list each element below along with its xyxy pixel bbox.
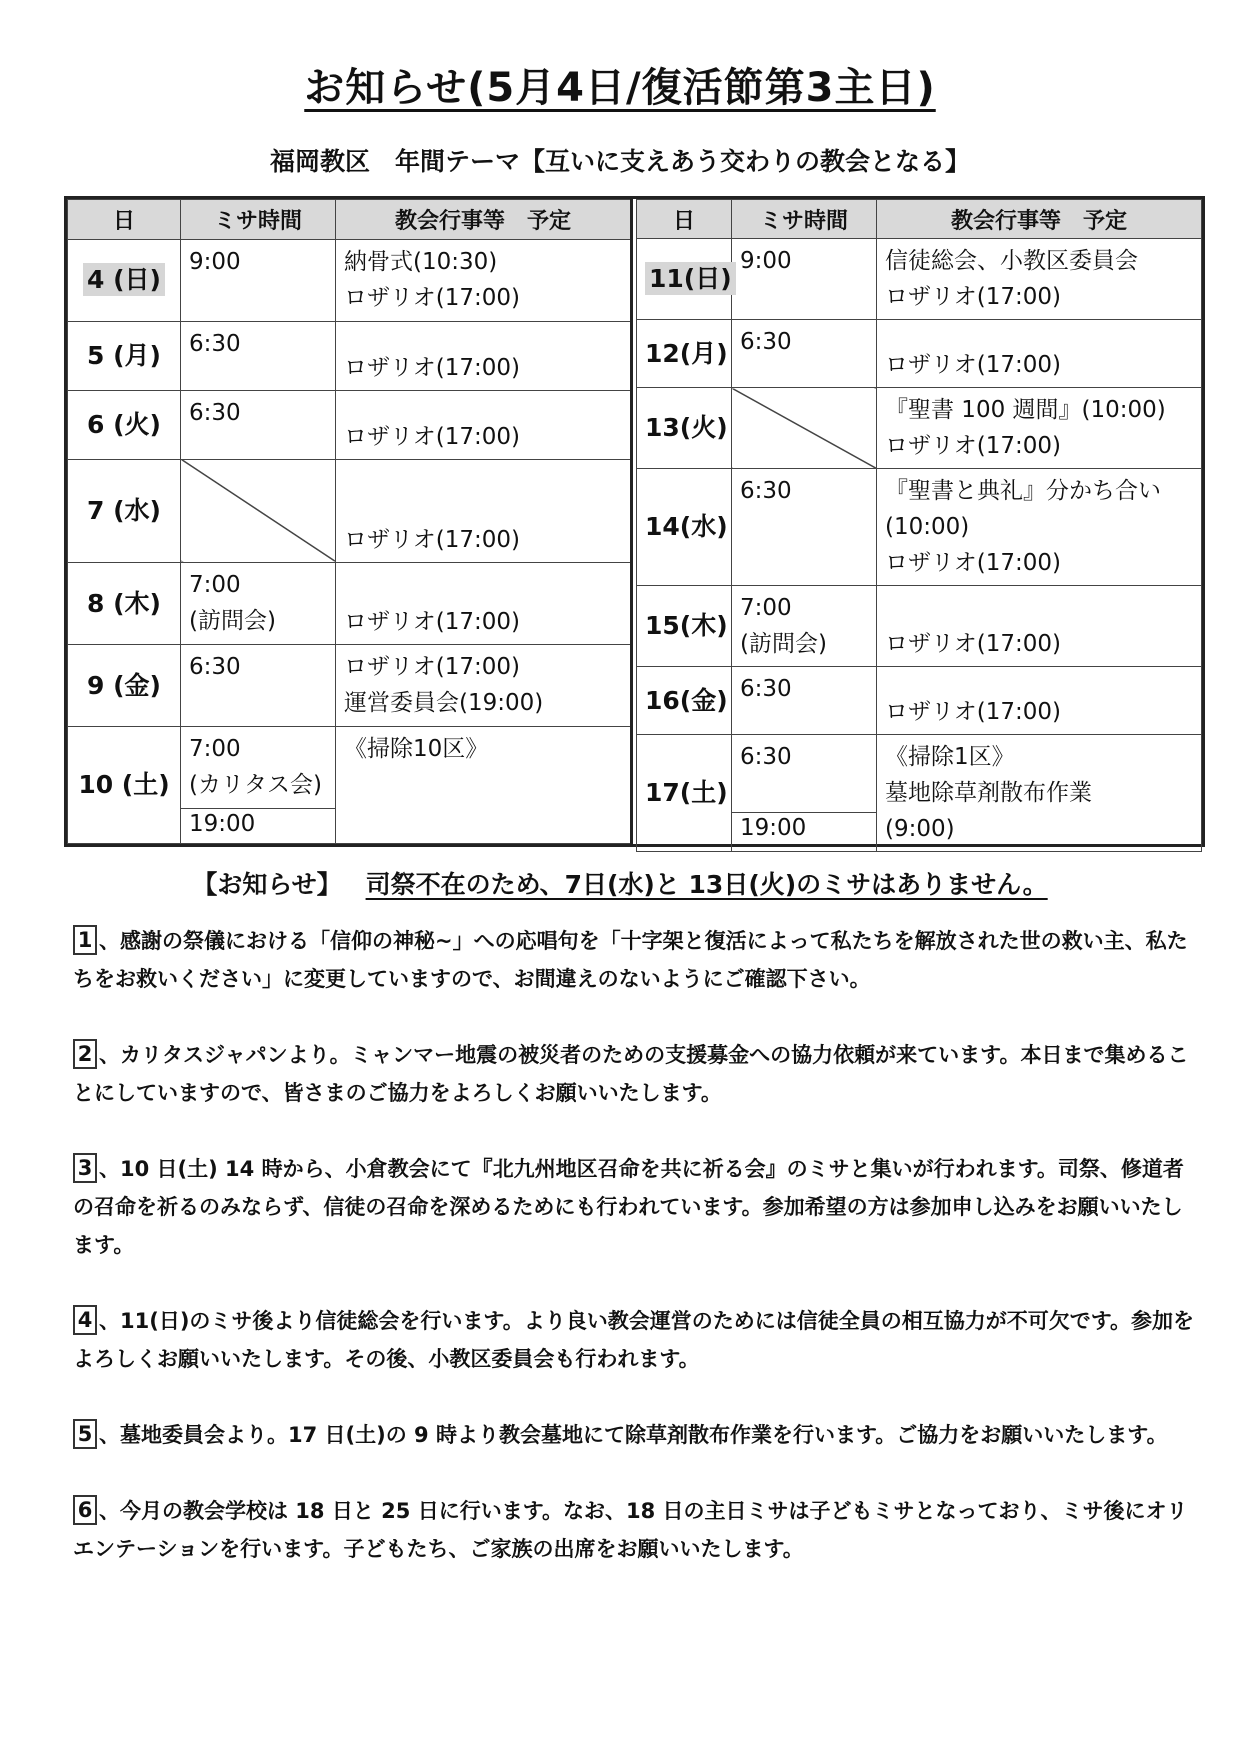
table-row — [637, 586, 1202, 667]
event-line: 《掃除1区》 — [885, 744, 1015, 770]
event-line: (10:00) — [885, 514, 970, 540]
list-item — [73, 1150, 1198, 1264]
event-line: (9:00) — [885, 816, 955, 842]
item-number: 6 — [73, 1495, 97, 1525]
day-cell: 9 (金) — [68, 645, 181, 727]
table-row — [68, 727, 632, 809]
event-line: 運営委員会(19:00) — [344, 690, 544, 717]
item-text: 、今月の教会学校は 18 日と 25 日に行います。なお、18 日の主日ミサは子どもミサとなっており、ミサ後にオリエンテーションを行います。子どもたち、ご家族の出席をお願いいたします。 — [73, 1499, 1188, 1561]
event-line: ロザリオ(17:00) — [885, 284, 1061, 310]
mass-cell — [732, 320, 877, 388]
event-line: 墓地除草剤散布作業 — [885, 780, 1092, 806]
page-title — [0, 56, 1240, 113]
table-row — [68, 321, 632, 390]
day-cell: 5 (月) — [68, 321, 181, 390]
mass-time: 19:00 — [740, 815, 807, 841]
table-row — [637, 239, 1202, 320]
day-cell: 13(火) — [637, 388, 732, 469]
table-row — [68, 390, 632, 459]
event-line: ロザリオ(17:00) — [344, 354, 520, 381]
day-cell — [68, 239, 181, 321]
mass-time: 6:30 — [740, 744, 792, 770]
mass-cell — [732, 735, 877, 813]
mass-cell — [732, 813, 877, 852]
mass-cell — [181, 727, 336, 809]
table-row — [637, 388, 1202, 469]
day-label: 11(日) — [645, 262, 736, 295]
item-text: 、カリタスジャパンより。ミャンマー地震の被災者のための支援募金への協力依頼が来ています。本日まで集めることにしていますので、皆さまのご協力をよろしくお願いいたします。 — [73, 1043, 1189, 1105]
item-text: 、11(日)のミサ後より信徒総会を行います。より良い教会運営のためには信徒全員の相互協力が不可欠です。参加をよろしくお願いいたします。その後、小教区委員会も行われます。 — [73, 1309, 1195, 1371]
mass-cell — [732, 469, 877, 586]
mass-cell — [732, 586, 877, 667]
events-cell — [336, 563, 632, 645]
day-cell — [637, 239, 732, 320]
no-mass-cell — [181, 459, 336, 562]
event-line: ロザリオ(17:00) — [885, 550, 1061, 576]
day-label: 4 (日) — [83, 263, 165, 296]
mass-time: 7:00 — [189, 736, 241, 763]
mass-time: 6:30 — [740, 478, 792, 504]
list-item — [73, 1302, 1198, 1378]
day-cell: 12(月) — [637, 320, 732, 388]
table-row — [637, 320, 1202, 388]
table-row — [68, 563, 632, 645]
mass-cell — [732, 667, 877, 735]
list-item — [73, 1492, 1198, 1568]
event-line: ロザリオ(17:00) — [885, 699, 1061, 725]
table-row — [68, 459, 632, 562]
mass-cell — [732, 239, 877, 320]
mass-cell — [181, 321, 336, 390]
events-cell — [336, 390, 632, 459]
announcement-list — [73, 922, 1198, 1606]
item-text: 、墓地委員会より。17 日(土)の 9 時より教会墓地にて除草剤散布作業を行います。ご協力をお願いいたします。 — [99, 1423, 1168, 1447]
events-cell — [336, 727, 632, 844]
schedule-table-week2 — [636, 199, 1202, 852]
day-cell: 16(金) — [637, 667, 732, 735]
event-line: ロザリオ(17:00) — [344, 654, 520, 681]
table-row — [637, 667, 1202, 735]
notice-message: 司祭不在のため、7日(水)と 13日(火)のミサはありません。 — [365, 870, 1048, 899]
header-mass: ミサ時間 — [181, 200, 336, 240]
mass-note: (カリタス会) — [189, 772, 322, 799]
table-row — [68, 645, 632, 727]
table-row — [68, 239, 632, 321]
event-line: 《掃除10区》 — [344, 736, 489, 763]
list-item — [73, 1036, 1198, 1112]
day-cell: 10 (土) — [68, 727, 181, 844]
item-number: 5 — [73, 1419, 97, 1449]
day-cell: 7 (水) — [68, 459, 181, 562]
table-row — [637, 735, 1202, 813]
event-line: ロザリオ(17:00) — [885, 631, 1061, 657]
mass-time: 7:00 — [740, 595, 792, 621]
mass-time: 6:30 — [740, 676, 792, 702]
notice-banner — [0, 865, 1240, 901]
item-number: 3 — [73, 1153, 97, 1183]
mass-cell — [181, 645, 336, 727]
item-number: 2 — [73, 1039, 97, 1069]
events-cell — [336, 321, 632, 390]
event-line: ロザリオ(17:00) — [344, 423, 520, 450]
day-cell: 15(木) — [637, 586, 732, 667]
mass-time: 9:00 — [189, 248, 241, 275]
list-item — [73, 1416, 1198, 1454]
mass-time: 6:30 — [189, 399, 241, 426]
events-cell — [336, 239, 632, 321]
day-cell: 17(土) — [637, 735, 732, 852]
page-subtitle: 福岡教区 年間テーマ【互いに支えあう交わりの教会となる】 — [269, 147, 970, 176]
mass-time: 6:30 — [189, 654, 241, 681]
mass-cell — [181, 809, 336, 844]
events-cell — [877, 320, 1202, 388]
events-cell — [877, 735, 1202, 852]
item-number: 1 — [73, 925, 97, 955]
event-line: 『聖書 100 週間』(10:00) — [885, 397, 1166, 423]
mass-time: 7:00 — [189, 572, 241, 599]
day-cell: 14(水) — [637, 469, 732, 586]
mass-cell — [181, 239, 336, 321]
title-text: お知らせ(5月4日/復活節第3主日) — [304, 65, 936, 111]
header-events: 教会行事等 予定 — [336, 200, 632, 240]
day-cell: 6 (火) — [68, 390, 181, 459]
event-line: ロザリオ(17:00) — [344, 609, 520, 636]
events-cell — [877, 586, 1202, 667]
schedule-table-week1 — [67, 199, 633, 844]
event-line: 納骨式(10:30) — [344, 248, 498, 275]
no-mass-cell — [732, 388, 877, 469]
event-line: ロザリオ(17:00) — [344, 284, 520, 311]
header-day: 日 — [637, 200, 732, 239]
mass-time: 9:00 — [740, 248, 792, 274]
mass-time: 6:30 — [740, 329, 792, 355]
event-line: ロザリオ(17:00) — [885, 352, 1061, 378]
event-line: 『聖書と典礼』分かち合い — [885, 478, 1161, 504]
mass-cell — [181, 390, 336, 459]
event-line: ロザリオ(17:00) — [344, 527, 520, 554]
header-day: 日 — [68, 200, 181, 240]
table-row — [637, 469, 1202, 586]
events-cell — [877, 239, 1202, 320]
schedule-tables — [64, 196, 1205, 847]
mass-cell — [181, 563, 336, 645]
event-line: 信徒総会、小教区委員会 — [885, 248, 1138, 274]
event-line: ロザリオ(17:00) — [885, 433, 1061, 459]
item-number: 4 — [73, 1305, 97, 1335]
item-text: 、感謝の祭儀における「信仰の神秘~」への応唱句を「十字架と復活によって私たちを解放された世の救い主、私たちをお救いください」に変更していますので、お間違えのないようにご確認下さい。 — [73, 929, 1188, 991]
header-mass: ミサ時間 — [732, 200, 877, 239]
mass-time: 6:30 — [189, 330, 241, 357]
events-cell — [336, 645, 632, 727]
notice-label: 【お知らせ】 — [192, 870, 342, 899]
mass-note: (訪問会) — [189, 608, 276, 635]
events-cell — [877, 388, 1202, 469]
list-item — [73, 922, 1198, 998]
events-cell — [877, 469, 1202, 586]
mass-time: 19:00 — [189, 811, 256, 838]
item-text: 、10 日(土) 14 時から、小倉教会にて『北九州地区召命を共に祈る会』のミサと集いが行われます。司祭、修道者の召命を祈るのみならず、信徒の召命を深めるためにも行われています。参加希望の方は参加申し込みをお願いいたします。 — [73, 1157, 1184, 1257]
mass-note: (訪問会) — [740, 631, 827, 657]
events-cell — [877, 667, 1202, 735]
day-cell: 8 (木) — [68, 563, 181, 645]
events-cell — [336, 459, 632, 562]
header-events: 教会行事等 予定 — [877, 200, 1202, 239]
